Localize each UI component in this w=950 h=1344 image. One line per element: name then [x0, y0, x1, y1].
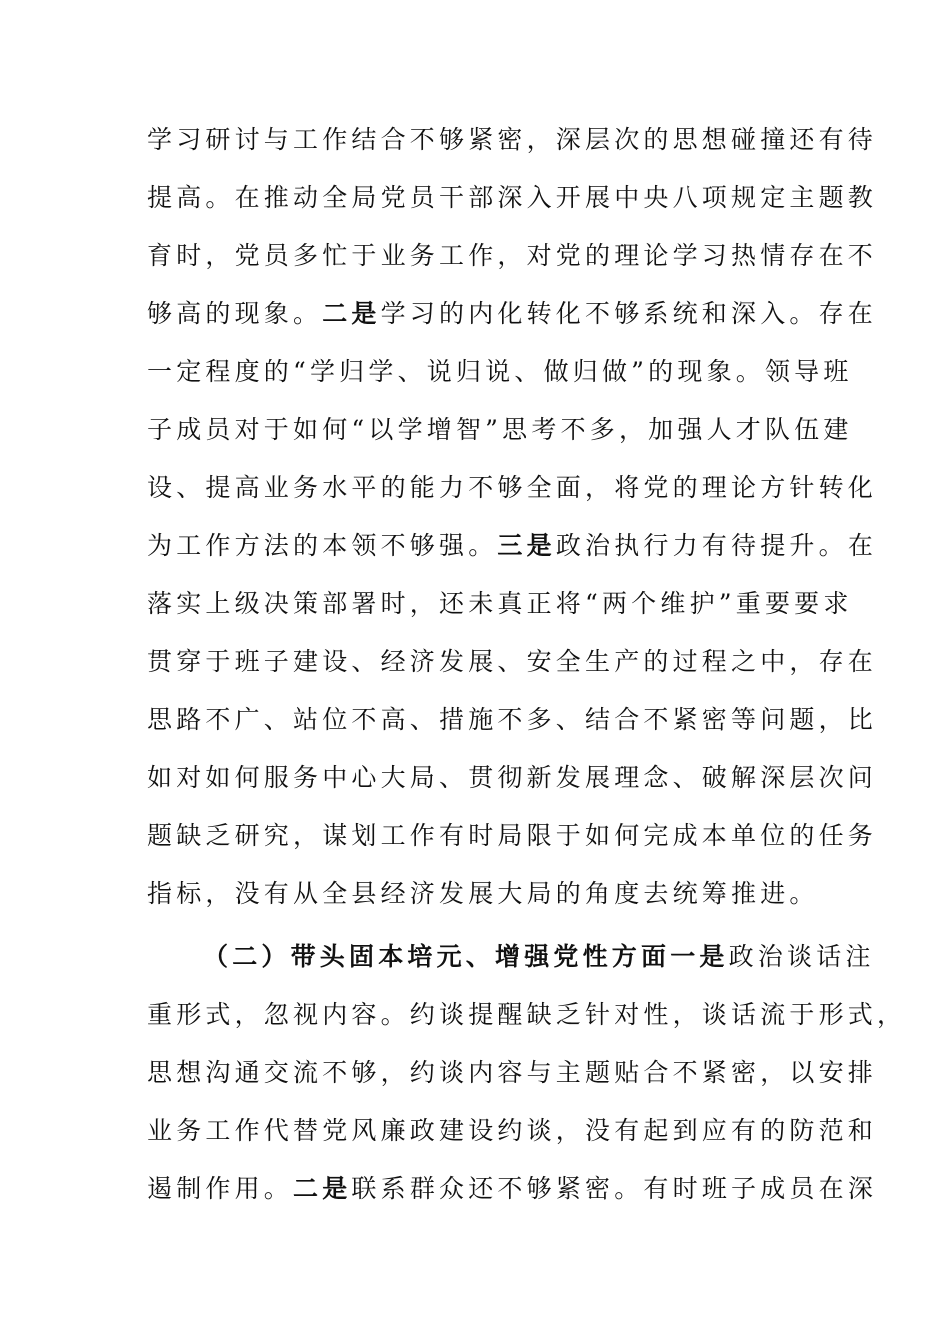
- line-text: 业务工作代替党风廉政建设约谈，没有起到应有的防范和: [147, 1116, 878, 1145]
- bold-marker: 二是: [293, 1174, 352, 1203]
- line-text: 提高。在推动全局党员干部深入开展中央八项规定主题教: [147, 183, 878, 212]
- paragraph-line-12: [147, 761, 877, 795]
- bold-marker: 三是: [497, 531, 556, 560]
- paragraph-line-18: [147, 1114, 877, 1148]
- paragraph-line-5: [147, 355, 853, 389]
- line-text: 思路不广、站位不高、措施不多、结合不紧密等问题，比: [147, 705, 878, 734]
- paragraph-line-1: [147, 123, 877, 157]
- line-text-tail: 联系群众还不够紧密。有时班子成员在深: [351, 1174, 878, 1203]
- paragraph-line-6: [147, 413, 853, 447]
- line-text: 思想沟通交流不够，约谈内容与主题贴合不紧密，以安排: [147, 1058, 878, 1087]
- line-text-tail: 政治执行力有待提升。在: [555, 531, 878, 560]
- line-text: 贯穿于班子建设、经济发展、安全生产的过程之中，存在: [147, 647, 878, 676]
- line-text-tail: 学习的内化转化不够系统和深入。存在: [380, 299, 878, 328]
- line-text: 如对如何服务中心大局、贯彻新发展理念、破解深层次问: [147, 763, 878, 792]
- section-heading-line: [203, 940, 875, 974]
- line-text: 为工作方法的本领不够强。: [147, 531, 498, 560]
- paragraph-line-14: [147, 877, 819, 911]
- paragraph-line-8: [147, 529, 877, 563]
- section-heading: （二）带头固本培元、增强党性方面一是: [203, 942, 729, 971]
- line-text: 题缺乏研究，谋划工作有时局限于如何完成本单位的任务: [147, 821, 878, 850]
- line-text: 育时，党员多忙于业务工作，对党的理论学习热情存在不: [147, 241, 878, 270]
- bold-marker: 二是: [322, 299, 381, 328]
- line-text: 指标，没有从全县经济发展大局的角度去统筹推进。: [147, 879, 819, 908]
- line-text: 落实上级决策部署时，还未真正将“两个维护”重要要求: [147, 589, 853, 618]
- paragraph-line-13: [147, 819, 877, 853]
- line-text: 一定程度的“学归学、说归说、做归做”的现象。领导班: [147, 357, 853, 386]
- paragraph-line-19: [147, 1172, 877, 1206]
- line-text-tail: 政治谈话注: [728, 942, 875, 971]
- line-text: 设、提高业务水平的能力不够全面，将党的理论方针转化: [147, 473, 878, 502]
- line-text: 遏制作用。: [147, 1174, 294, 1203]
- paragraph-line-11: [147, 703, 877, 737]
- paragraph-line-2: [147, 181, 877, 215]
- line-text: 子成员对于如何“以学增智”思考不多，加强人才队伍建: [147, 415, 853, 444]
- paragraph-line-7: [147, 471, 877, 505]
- paragraph-line-3: [147, 239, 877, 273]
- paragraph-line-9: [147, 587, 853, 621]
- line-text: 学习研讨与工作结合不够紧密，深层次的思想碰撞还有待: [147, 125, 878, 154]
- line-text: 够高的现象。: [147, 299, 323, 328]
- paragraph-line-10: [147, 645, 877, 679]
- paragraph-line-17: [147, 1056, 877, 1090]
- line-text: 重形式，忽视内容。约谈提醒缺乏针对性，谈话流于形式，: [147, 1000, 907, 1029]
- paragraph-line-16: [147, 998, 906, 1032]
- paragraph-line-4: [147, 297, 877, 331]
